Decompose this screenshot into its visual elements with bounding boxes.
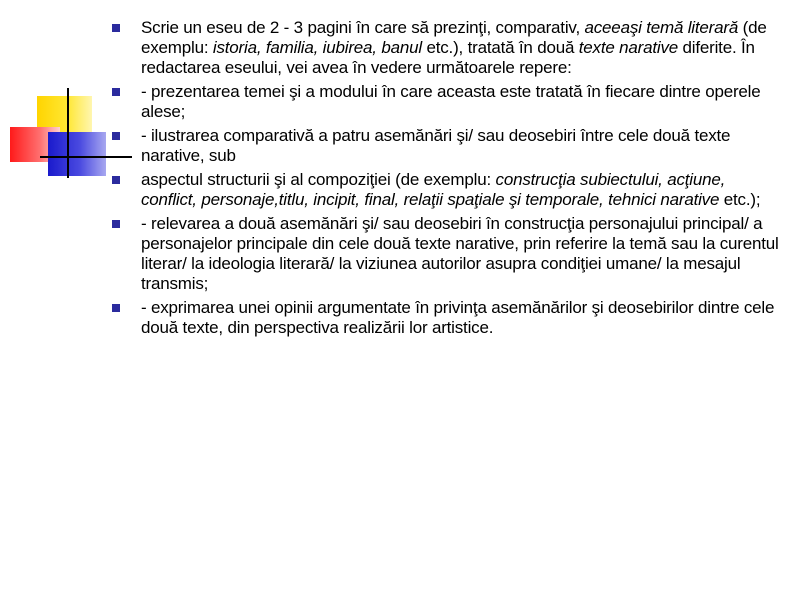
bullet-text	[141, 18, 767, 77]
text-segment: (de exemplu:	[141, 18, 767, 57]
square-bullet-icon	[112, 24, 120, 32]
text-segment: aspectul structurii şi al compoziţiei (de exemplu:	[141, 170, 496, 189]
italic-text-segment: istoria, familia, iubirea, banul	[212, 38, 422, 57]
italic-text-segment: construcţia subiectului, acţiune, conflict, personaje,titlu, incipit, final, relaţii spaţiale şi temporale, tehnici narative	[141, 170, 726, 209]
square-bullet-icon	[112, 304, 120, 312]
square-bullet-icon	[112, 220, 120, 228]
square-bullet-icon	[112, 132, 120, 140]
bullet-text	[141, 126, 730, 165]
text-segment: etc.);	[719, 190, 761, 209]
bullet-text	[141, 214, 779, 293]
bullet-item	[112, 170, 782, 210]
text-segment: etc.), tratată în două	[421, 38, 579, 57]
text-segment: Scrie un eseu de 2 - 3 pagini în care să prezinţi, comparativ,	[141, 18, 585, 37]
bullet-item	[112, 214, 782, 294]
square-bullet-icon	[112, 88, 120, 96]
bullet-item	[112, 18, 782, 78]
bullet-text	[141, 82, 761, 121]
bullet-item	[112, 126, 782, 166]
bullet-list	[112, 18, 782, 342]
square-bullet-icon	[112, 176, 120, 184]
italic-text-segment: aceeaşi temă literară	[584, 18, 739, 37]
bullet-text	[141, 170, 760, 209]
text-segment: diferite. În redactarea eseului, vei avea în vedere următoarele repere:	[141, 38, 755, 77]
vertical-line-decoration	[67, 88, 69, 178]
bullet-text	[141, 298, 774, 337]
blue-square-decoration	[48, 132, 106, 176]
italic-text-segment: texte narative	[578, 38, 679, 57]
text-segment: - exprimarea unei opinii argumentate în privinţa asemănărilor şi deosebirilor dintre cele două texte, din perspectiva realizării lor artistice.	[141, 298, 775, 337]
text-segment: - prezentarea temei şi a modului în care aceasta este tratată în fiecare dintre operele alese;	[141, 82, 761, 121]
bullet-item	[112, 298, 782, 338]
text-segment: - ilustrarea comparativă a patru asemănări şi/ sau deosebiri între cele două texte narative, sub	[141, 126, 731, 165]
bullet-item	[112, 82, 782, 122]
text-segment: - relevarea a două asemănări şi/ sau deosebiri în construcţia personajului principal/ a personajelor principale din cele două texte narative, prin referire la temă sau la curentul literar/ la ideologia literară/ la viziunea autorilor asupra condiţiei umane/ la mesajul transmis;	[141, 214, 779, 293]
